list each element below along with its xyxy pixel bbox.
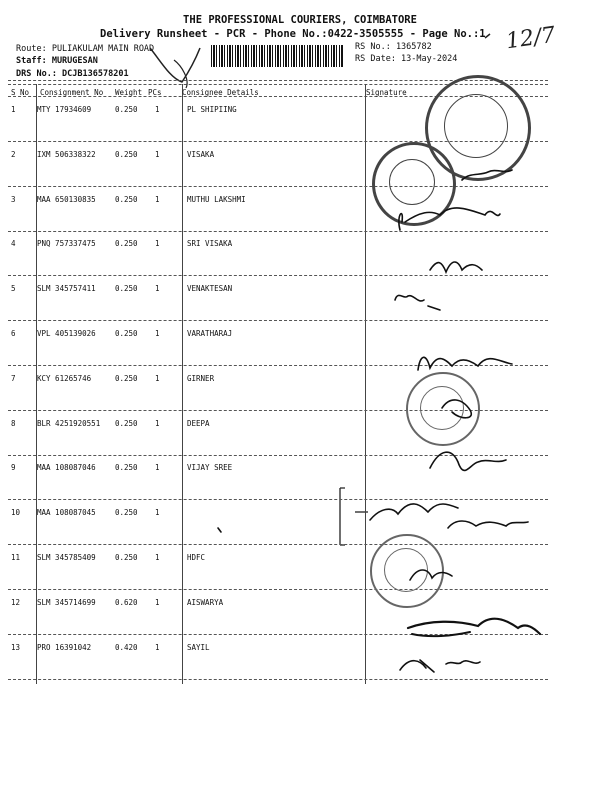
row-sno: 13 [11,643,21,652]
row-consignment-no: SLM 345785409 [37,553,96,562]
col-header-consignee: Consignee Details [182,88,259,97]
row-weight: 0.420 [115,643,138,652]
row-sno: 11 [11,553,21,562]
row-consignee: VIJAY SREE [187,463,233,472]
row-consignment-no: MAA 108087046 [37,463,96,472]
row-weight: 0.250 [115,239,138,248]
row-sno: 2 [11,150,16,159]
row-weight: 0.620 [115,598,138,607]
row-consignee: VENAKTESAN [187,284,233,293]
row-pcs: 1 [155,419,160,428]
handwritten-page-mark: 12/7 [504,22,557,55]
row-consignment-no: MTY 17934609 [37,105,92,114]
row-weight: 0.250 [115,195,138,204]
row-sno: 10 [11,508,21,517]
row-consignee: SAYIL [187,643,210,652]
col-header-consignment: Consignment No [40,88,104,97]
row-consignment-no: PNQ 757337475 [37,239,96,248]
row-sno: 5 [11,284,16,293]
row-sno: 6 [11,329,16,338]
drs-label: DRS No.: DCJB136578201 [16,69,129,79]
rs-date-label: RS Date: 13-May-2024 [355,54,458,64]
row-sno: 8 [11,419,16,428]
row-pcs: 1 [155,195,160,204]
row-consignee: MUTHU LAKSHMI [187,195,246,204]
row-consignee: VARATHARAJ [187,329,233,338]
row-pcs: 1 [155,239,160,248]
row-pcs: 1 [155,374,160,383]
row-pcs: 1 [155,508,160,517]
rs-no-label: RS No.: 1365782 [355,42,432,52]
runsheet-subtitle: Delivery Runsheet - PCR - Phone No.:0422-3505555 - Page No.:1 [100,28,486,40]
row-sno: 3 [11,195,16,204]
row-consignment-no: SLM 345757411 [37,284,96,293]
row-consignee: GIRNER [187,374,215,383]
row-weight: 0.250 [115,150,138,159]
row-consignee: PL SHIPIING [187,105,237,114]
row-pcs: 1 [155,643,160,652]
col-header-sno: S No [11,88,30,97]
row-weight: 0.250 [115,463,138,472]
row-consignee: SRI VISAKA [187,239,233,248]
col-header-pcs: PCs [148,88,162,97]
row-weight: 0.250 [115,419,138,428]
row-sno: 9 [11,463,16,472]
row-consignment-no: SLM 345714699 [37,598,96,607]
row-sno: 4 [11,239,16,248]
row-consignee: VISAKA [187,150,215,159]
row-pcs: 1 [155,105,160,114]
row-consignee: AISWARYA [187,598,224,607]
col-header-signature: Signature [366,88,407,97]
staff-label: Staff: MURUGESAN [16,56,98,66]
row-weight: 0.250 [115,105,138,114]
row-consignment-no: MAA 108087045 [37,508,96,517]
row-consignment-no: PRO 16391042 [37,643,92,652]
row-pcs: 1 [155,329,160,338]
row-weight: 0.250 [115,553,138,562]
row-pcs: 1 [155,463,160,472]
row-pcs: 1 [155,598,160,607]
row-weight: 0.250 [115,329,138,338]
col-header-weight: Weight [115,88,143,97]
row-pcs: 1 [155,150,160,159]
row-weight: 0.250 [115,284,138,293]
row-weight: 0.250 [115,374,138,383]
row-consignment-no: BLR 4251920551 [37,419,101,428]
row-pcs: 1 [155,553,160,562]
row-consignment-no: IXM 506338322 [37,150,96,159]
row-consignment-no: MAA 650130835 [37,195,96,204]
row-sno: 12 [11,598,21,607]
row-weight: 0.250 [115,508,138,517]
row-pcs: 1 [155,284,160,293]
route-label: Route: PULIAKULAM MAIN ROAD [16,44,155,54]
row-sno: 7 [11,374,16,383]
runsheet-title: THE PROFESSIONAL COURIERS, COIMBATORE [183,14,417,26]
row-consignee: HDFC [187,553,206,562]
row-consignment-no: VPL 405139026 [37,329,96,338]
row-sno: 1 [11,105,16,114]
row-consignee: DEEPA [187,419,210,428]
row-consignment-no: KCY 61265746 [37,374,92,383]
